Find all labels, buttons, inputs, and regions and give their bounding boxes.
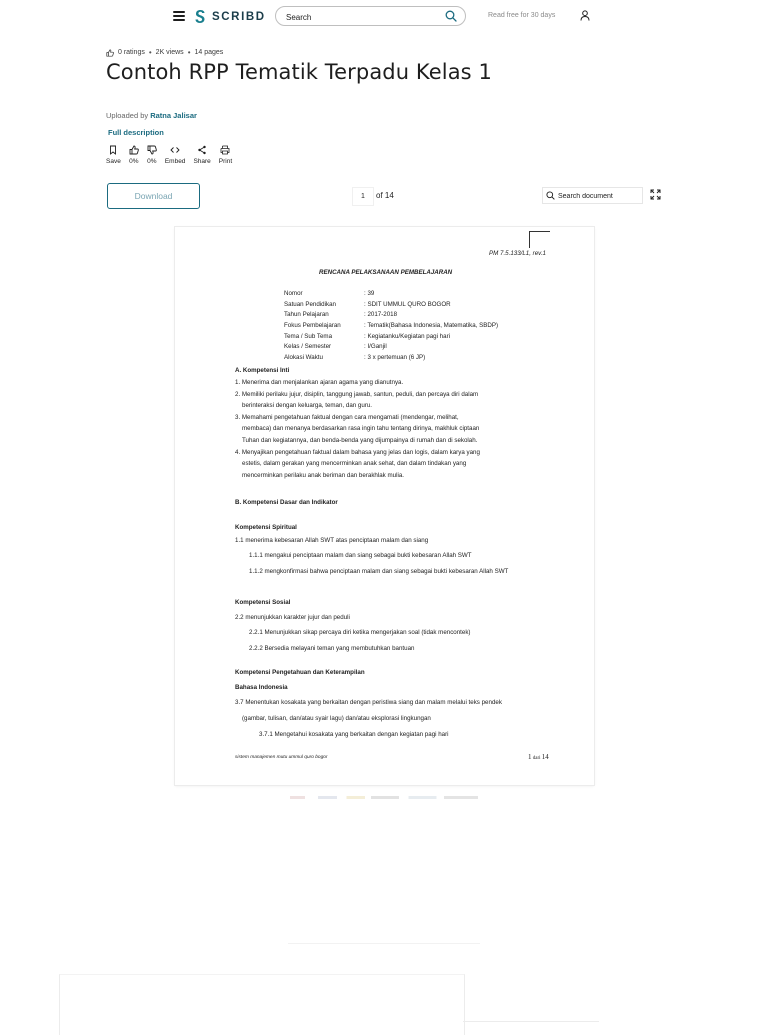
dislike-percent: 0%	[147, 158, 157, 165]
search-bar[interactable]	[275, 6, 466, 26]
share-icon	[197, 145, 207, 155]
scribd-logo[interactable]	[194, 9, 266, 24]
save-button[interactable]	[106, 145, 121, 165]
kd-line: 3.7 Menentukan kosakata yang berkaitan dengan peristiwa siang dan malam melalui teks pendek	[235, 699, 502, 706]
document-meta	[106, 48, 223, 57]
indicator-line: 2.2.2 Bersedia melayani teman yang membutuhkan bantuan	[249, 645, 415, 652]
print-button[interactable]	[219, 145, 232, 165]
print-label: Print	[218, 158, 233, 165]
info-row: Fokus Pembelajaran : Tematik(Bahasa Indonesia, Matematika, SBDP)	[284, 322, 499, 329]
thumbs-up-icon	[106, 49, 114, 57]
info-row: Tahun Pelajaran : 2017-2018	[284, 311, 398, 318]
divider	[288, 943, 480, 944]
section-b-heading: B. Kompetensi Dasar dan Indikator	[235, 499, 338, 506]
doc-heading: RENCANA PELAKSANAAN PEMBELAJARAN	[319, 269, 453, 276]
dislike-button[interactable]	[147, 145, 157, 165]
doc-footer-page: 1 dari 14	[528, 753, 549, 761]
separator-dot: •	[148, 48, 152, 57]
spiritual-heading: Kompetensi Spiritual	[235, 524, 297, 531]
ki-line: estetis, dalam gerakan yang mencerminkan anak sehat, dan dalam tindakan yang	[242, 460, 467, 467]
fullscreen-icon[interactable]	[650, 189, 661, 200]
indicator-line: 2.2.1 Menunjukkan sikap percaya diri ketika mengerjakan soal (tidak mencontek)	[249, 629, 471, 636]
embed-icon	[170, 145, 180, 155]
ki-line: Tuhan dan kegiatannya, dan benda-benda yang dijumpainya di rumah dan di sekolah.	[242, 437, 478, 444]
read-free-link[interactable]: Read free for 30 days	[488, 12, 556, 19]
bookmark-icon	[108, 145, 118, 155]
download-button[interactable]: Download	[107, 183, 200, 209]
views-count: 2K views	[155, 49, 184, 56]
thumbs-down-icon	[147, 145, 157, 155]
section-a-heading: A. Kompetensi Inti	[235, 367, 290, 374]
print-icon	[220, 145, 230, 155]
ratings-count: 0 ratings	[118, 49, 145, 56]
page-title: Contoh RPP Tematik Terpadu Kelas 1	[106, 60, 492, 84]
divider	[463, 1021, 599, 1022]
info-row: Alokasi Waktu : 3 x pertemuan (6 JP)	[284, 354, 426, 361]
thumbs-up-icon	[129, 145, 139, 155]
sosial-heading: Kompetensi Sosial	[235, 599, 291, 606]
search-icon	[546, 191, 555, 200]
kd-line: (gambar, tulisan, dan/atau syair lagu) dan/atau eksplorasi lingkungan	[242, 715, 431, 722]
ki-line: membaca) dan menanya berdasarkan rasa ingin tahu tentang dirinya, makhluk ciptaan	[242, 425, 480, 432]
search-document[interactable]	[542, 187, 643, 204]
like-percent: 0%	[129, 158, 139, 165]
page-number-input[interactable]	[353, 188, 373, 205]
save-label: Save	[106, 158, 121, 165]
separator-dot: •	[187, 48, 191, 57]
ki-line: 4. Menyajikan pengetahuan faktual dalam bahasa yang jelas dan logis, dalam karya yang	[235, 449, 480, 456]
pages-count: 14 pages	[194, 49, 224, 56]
doc-footer-left: sistem manajemen mutu ummul quro bogor	[235, 755, 328, 760]
bahasa-heading: Bahasa Indonesia	[235, 684, 288, 691]
pengetahuan-heading: Kompetensi Pengetahuan dan Keterampilan	[235, 669, 365, 676]
indicator-line: 1.1.1 mengakui penciptaan malam dan siang sebagai bukti kebesaran Allah SWT	[249, 552, 472, 559]
share-label: Share	[193, 158, 211, 165]
info-row: Kelas / Semester : I/Ganjil	[284, 343, 387, 350]
search-icon[interactable]	[445, 10, 457, 22]
uploader-link[interactable]: Ratna Jalisar	[150, 111, 197, 120]
uploaded-by	[106, 111, 197, 120]
scribd-logo-icon	[194, 9, 206, 24]
page-total: of 14	[376, 191, 394, 200]
kd-line: 2.2 menunjukkan karakter jujur dan peduli	[235, 614, 350, 621]
info-row: Satuan Pendidikan : SDIT UMMUL QURO BOGOR	[284, 301, 451, 308]
like-button[interactable]	[129, 145, 139, 165]
menu-icon[interactable]	[173, 11, 185, 21]
embed-label: Embed	[164, 158, 186, 165]
search-input[interactable]	[284, 9, 438, 25]
action-bar	[106, 145, 240, 165]
info-row: Tema / Sub Tema : Kegiatanku/Kegiatan pagi hari	[284, 333, 450, 340]
ki-line: mencerminkan perilaku anak beriman dan berakhlak mulia.	[242, 472, 404, 479]
doc-reference: PM 7.5.133/L1, rev.1	[489, 250, 546, 257]
document-page	[175, 227, 594, 785]
user-icon[interactable]	[580, 10, 590, 21]
full-description-link[interactable]: Full description	[108, 128, 164, 137]
uploaded-prefix: Uploaded by	[106, 111, 149, 120]
indicator-line: 3.7.1 Mengetahui kosakata yang berkaitan dengan kegiatan pagi hari	[259, 731, 449, 738]
logo-text: SCRIBD	[212, 10, 266, 23]
embed-button[interactable]	[165, 145, 186, 165]
ki-line: berinteraksi dengan keluarga, teman, dan guru.	[242, 402, 373, 409]
next-page-preview	[290, 796, 478, 799]
corner-mark	[529, 231, 550, 248]
search-document-input[interactable]	[556, 189, 640, 204]
ki-line: 2. Memiliki perilaku jujur, disiplin, tanggung jawab, santun, peduli, dan percaya diri dalam	[235, 391, 479, 398]
share-button[interactable]	[193, 145, 210, 165]
ki-line: 3. Memahami pengetahuan faktual dengan cara mengamati (mendengar, melihat,	[235, 414, 459, 421]
lower-content-frame	[59, 974, 465, 1035]
ki-line: 1. Menerima dan menjalankan ajaran agama yang dianutnya.	[235, 379, 404, 386]
info-row: Nomor : 39	[284, 290, 375, 297]
kd-line: 1.1 menerima kebesaran Allah SWT atas penciptaan malam dan siang	[235, 537, 429, 544]
indicator-line: 1.1.2 mengkonfirmasi bahwa penciptaan malam dan siang sebagai bukti kebesaran Allah SWT	[249, 568, 509, 575]
